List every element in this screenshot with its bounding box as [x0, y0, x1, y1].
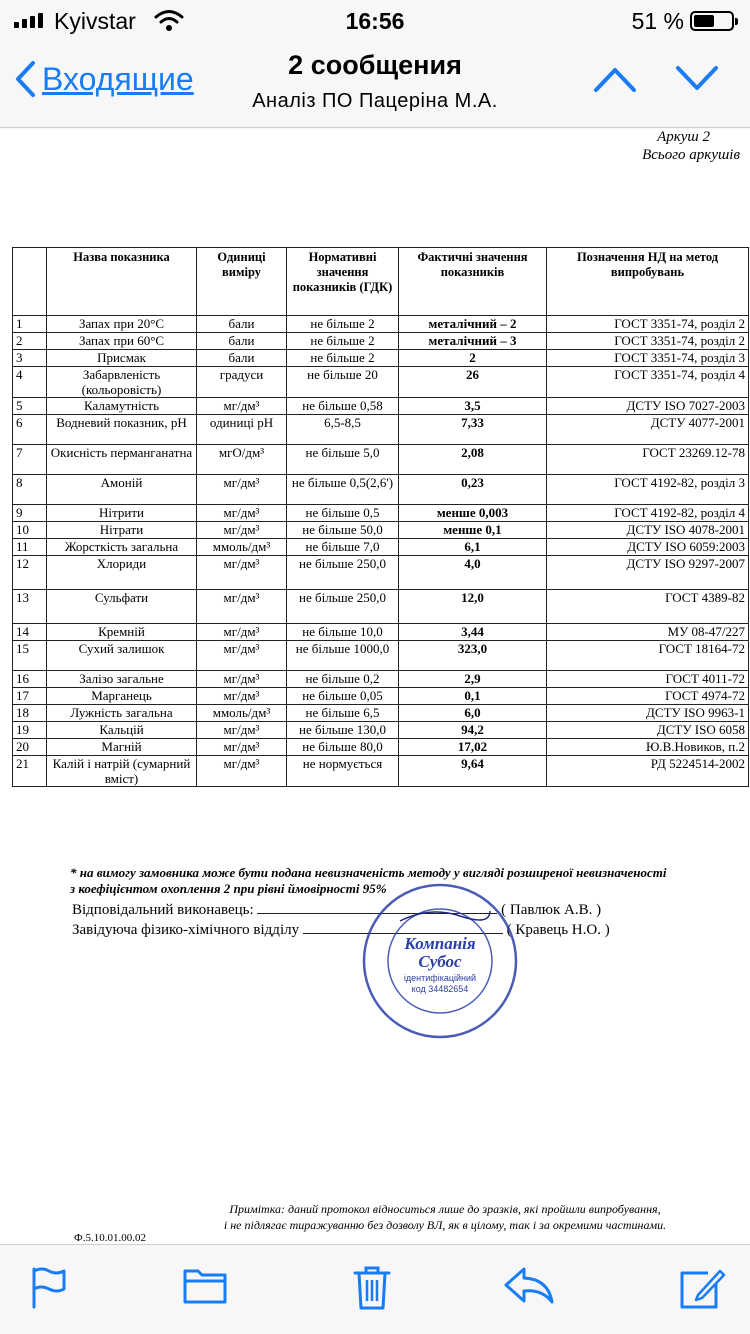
cell-num: 3 [13, 350, 47, 367]
cell-norm: не більше 250,0 [287, 556, 399, 590]
cell-unit: мг/дм³ [197, 739, 287, 756]
cell-norm: не більше 2 [287, 350, 399, 367]
sheet-number: Аркуш 2 [657, 129, 710, 145]
cell-name: Забарвленість (кольоровість) [47, 367, 197, 398]
cell-name: Кальцій [47, 722, 197, 739]
table-row [13, 316, 749, 333]
cell-method: Ю.В.Новиков, п.2 [547, 739, 749, 756]
cell-fact: 6,0 [399, 705, 547, 722]
stamp-company-name: Субос [418, 952, 462, 971]
total-sheets: Всього аркушів [642, 147, 740, 163]
cell-name: Водневий показник, рН [47, 415, 197, 445]
cell-method: ГОСТ 4011-72 [547, 671, 749, 688]
cell-norm: не нормується [287, 756, 399, 787]
cell-fact: 26 [399, 367, 547, 398]
cell-fact: 94,2 [399, 722, 547, 739]
cell-fact: 12,0 [399, 590, 547, 624]
table-row [13, 475, 749, 505]
cell-unit: градуси [197, 367, 287, 398]
cell-norm: не більше 0,5 [287, 505, 399, 522]
table-row [13, 722, 749, 739]
cell-method: ДСТУ ISO 4078-2001 [547, 522, 749, 539]
header-number [13, 248, 47, 316]
cell-fact: металічний – 3 [399, 333, 547, 350]
table-row [13, 445, 749, 475]
cell-unit: ммоль/дм³ [197, 705, 287, 722]
table-row [13, 415, 749, 445]
cell-name: Кремній [47, 624, 197, 641]
cell-unit: одиниці рН [197, 415, 287, 445]
cell-name: Присмак [47, 350, 197, 367]
cell-name: Марганець [47, 688, 197, 705]
cell-fact: 17,02 [399, 739, 547, 756]
cell-num: 21 [13, 756, 47, 787]
cell-num: 5 [13, 398, 47, 415]
protocol-note [150, 1201, 740, 1233]
cell-name: Нітрити [47, 505, 197, 522]
cell-method: ГОСТ 3351-74, розділ 2 [547, 316, 749, 333]
cell-unit: мг/дм³ [197, 756, 287, 787]
reply-icon[interactable] [502, 1265, 556, 1305]
head-label: Завідуюча фізико-хімічного відділу [72, 922, 300, 938]
stamp-id-label: ідентифікаційний [403, 973, 477, 983]
carrier-name: Kyivstar [54, 8, 136, 34]
table-row [13, 522, 749, 539]
footnote-line-2: з коефіцієнтом охоплення 2 при рівні ймовірності 95% [70, 881, 387, 896]
table-row [13, 671, 749, 688]
table-row [13, 641, 749, 671]
cell-num: 15 [13, 641, 47, 671]
cell-method: ГОСТ 3351-74, розділ 3 [547, 350, 749, 367]
note-line-1: Примітка: даний протокол відноситься лише до зразків, які пройшли випробування, [229, 1202, 661, 1216]
cell-name: Амоній [47, 475, 197, 505]
cell-norm: не більше 0,5(2,6') [287, 475, 399, 505]
cell-name: Лужність загальна [47, 705, 197, 722]
previous-message-button[interactable] [592, 64, 638, 94]
cell-num: 14 [13, 624, 47, 641]
cell-fact: 7,33 [399, 415, 547, 445]
cell-num: 2 [13, 333, 47, 350]
table-row [13, 590, 749, 624]
cell-method: ГОСТ 23269.12-78 [547, 445, 749, 475]
cell-name: Сухий залишок [47, 641, 197, 671]
header-method: Позначення НД на метод випробувань [547, 248, 749, 316]
cell-num: 4 [13, 367, 47, 398]
cell-norm: не більше 0,05 [287, 688, 399, 705]
battery-percent: 51 % [631, 8, 684, 34]
battery-icon [690, 11, 734, 31]
cell-unit: мг/дм³ [197, 556, 287, 590]
cell-norm: не більше 80,0 [287, 739, 399, 756]
cell-method: ДСТУ ISO 9297-2007 [547, 556, 749, 590]
footnote-line-1: * на вимогу замовника може бути подана невизначеність методу у вигляді розширеної невизначеності [70, 865, 667, 880]
table-row [13, 367, 749, 398]
cell-unit: мг/дм³ [197, 505, 287, 522]
table-row [13, 398, 749, 415]
cell-method: ГОСТ 4974-72 [547, 688, 749, 705]
cell-fact: 6,1 [399, 539, 547, 556]
stamp-company-label: Компанія [404, 934, 476, 953]
bottom-toolbar [0, 1244, 750, 1334]
header-norm: Нормативні значення показників (ГДК) [287, 248, 399, 316]
cell-unit: мг/дм³ [197, 641, 287, 671]
cell-method: ГОСТ 18164-72 [547, 641, 749, 671]
compose-icon[interactable] [678, 1265, 726, 1311]
table-row [13, 505, 749, 522]
cell-norm: не більше 1000,0 [287, 641, 399, 671]
cell-method: ДСТУ ISO 9963-1 [547, 705, 749, 722]
responsible-name: ( Павлюк А.В. ) [501, 902, 602, 918]
table-row [13, 624, 749, 641]
cell-fact: 2,08 [399, 445, 547, 475]
cell-num: 20 [13, 739, 47, 756]
cell-norm: не більше 6,5 [287, 705, 399, 722]
results-table [12, 247, 749, 787]
cell-num: 17 [13, 688, 47, 705]
cell-name: Залізо загальне [47, 671, 197, 688]
cell-method: ГОСТ 4192-82, розділ 4 [547, 505, 749, 522]
header-unit: Одиниці виміру [197, 248, 287, 316]
cell-fact: 323,0 [399, 641, 547, 671]
cell-name: Запах при 20°С [47, 316, 197, 333]
cell-unit: бали [197, 350, 287, 367]
cell-num: 6 [13, 415, 47, 445]
cell-method: РД 5224514-2002 [547, 756, 749, 787]
cell-num: 13 [13, 590, 47, 624]
cell-norm: не більше 2 [287, 316, 399, 333]
cell-unit: мг/дм³ [197, 722, 287, 739]
cell-method: МУ 08-47/227 [547, 624, 749, 641]
cell-method: ГОСТ 3351-74, розділ 4 [547, 367, 749, 398]
header-name: Назва показника [47, 248, 197, 316]
cell-unit: мг/дм³ [197, 590, 287, 624]
cell-name: Магній [47, 739, 197, 756]
table-row [13, 688, 749, 705]
cell-norm: не більше 5,0 [287, 445, 399, 475]
cell-method: ГОСТ 3351-74, розділ 2 [547, 333, 749, 350]
cell-num: 12 [13, 556, 47, 590]
clock: 16:56 [345, 8, 405, 34]
cell-norm: не більше 2 [287, 333, 399, 350]
message-subject: Аналіз ПО Пацеріна М.А. [252, 90, 498, 112]
cell-norm: не більше 10,0 [287, 624, 399, 641]
cell-method: ДСТУ ISO 6059:2003 [547, 539, 749, 556]
cell-unit: мг/дм³ [197, 398, 287, 415]
cell-num: 7 [13, 445, 47, 475]
flag-icon[interactable] [28, 1265, 68, 1309]
folder-icon[interactable] [182, 1265, 228, 1305]
cell-name: Калій і натрій (сумарний вміст) [47, 756, 197, 787]
cell-unit: бали [197, 333, 287, 350]
cell-norm: не більше 250,0 [287, 590, 399, 624]
cell-unit: мг/дм³ [197, 671, 287, 688]
back-button-label: Входящие [42, 60, 194, 97]
table-row [13, 756, 749, 787]
head-name: ( Кравець Н.О. ) [506, 922, 610, 938]
cell-name: Жорсткість загальна [47, 539, 197, 556]
note-line-2: і не підлягає тиражуванню без дозволу ВЛ, як в цілому, так і за окремими частинами. [223, 1218, 667, 1232]
head-signature [72, 922, 610, 939]
cell-norm: не більше 130,0 [287, 722, 399, 739]
table-row [13, 539, 749, 556]
cell-unit: мг/дм³ [197, 624, 287, 641]
cell-name: Запах при 60°С [47, 333, 197, 350]
cell-name: Окисність перманганатна [47, 445, 197, 475]
cell-fact: менше 0,003 [399, 505, 547, 522]
navigation-bar [0, 40, 750, 128]
table-row [13, 739, 749, 756]
cell-fact: металічний – 2 [399, 316, 547, 333]
cell-num: 16 [13, 671, 47, 688]
cell-fact: 2 [399, 350, 547, 367]
next-message-button[interactable] [674, 64, 720, 94]
responsible-label: Відповідальний виконавець: [72, 902, 254, 918]
cell-unit: мг/дм³ [197, 475, 287, 505]
cell-name: Сульфати [47, 590, 197, 624]
cell-num: 11 [13, 539, 47, 556]
header-fact: Фактичні значення показників [399, 248, 547, 316]
form-code: Ф.5.10.01.00.02 [74, 1232, 146, 1244]
trash-icon[interactable] [352, 1265, 392, 1311]
table-row [13, 333, 749, 350]
cell-num: 1 [13, 316, 47, 333]
cell-norm: не більше 50,0 [287, 522, 399, 539]
cell-num: 8 [13, 475, 47, 505]
company-stamp [360, 881, 520, 1041]
cell-method: ГОСТ 4192-82, розділ 3 [547, 475, 749, 505]
cell-num: 18 [13, 705, 47, 722]
cell-unit: ммоль/дм³ [197, 539, 287, 556]
cell-method: ГОСТ 4389-82 [547, 590, 749, 624]
table-row [13, 556, 749, 590]
cell-norm: не більше 0,58 [287, 398, 399, 415]
cell-fact: 3,44 [399, 624, 547, 641]
cell-method: ДСТУ 4077-2001 [547, 415, 749, 445]
cell-fact: 2,9 [399, 671, 547, 688]
cell-unit: мгО/дм³ [197, 445, 287, 475]
cell-unit: мг/дм³ [197, 688, 287, 705]
cell-fact: 3,5 [399, 398, 547, 415]
cell-num: 19 [13, 722, 47, 739]
cell-name: Каламутність [47, 398, 197, 415]
cell-fact: 9,64 [399, 756, 547, 787]
cell-name: Хлориди [47, 556, 197, 590]
cell-num: 9 [13, 505, 47, 522]
cell-fact: менше 0,1 [399, 522, 547, 539]
cell-fact: 0,1 [399, 688, 547, 705]
table-row [13, 350, 749, 367]
stamp-id-code: код 34482654 [411, 984, 469, 994]
cell-name: Нітрати [47, 522, 197, 539]
cell-method: ДСТУ ISO 6058 [547, 722, 749, 739]
cell-num: 10 [13, 522, 47, 539]
cell-fact: 0,23 [399, 475, 547, 505]
cell-norm: не більше 0,2 [287, 671, 399, 688]
page-title: 2 сообщения [288, 50, 462, 80]
cell-unit: бали [197, 316, 287, 333]
cell-method: ДСТУ ISO 7027-2003 [547, 398, 749, 415]
status-bar [0, 0, 750, 40]
cell-norm: не більше 7,0 [287, 539, 399, 556]
table-header-row [13, 248, 749, 316]
cell-unit: мг/дм³ [197, 522, 287, 539]
cell-fact: 4,0 [399, 556, 547, 590]
cell-norm: не більше 20 [287, 367, 399, 398]
table-row [13, 705, 749, 722]
attachment-document[interactable] [0, 129, 750, 1244]
cell-norm: 6,5-8,5 [287, 415, 399, 445]
responsible-signature [72, 902, 601, 919]
